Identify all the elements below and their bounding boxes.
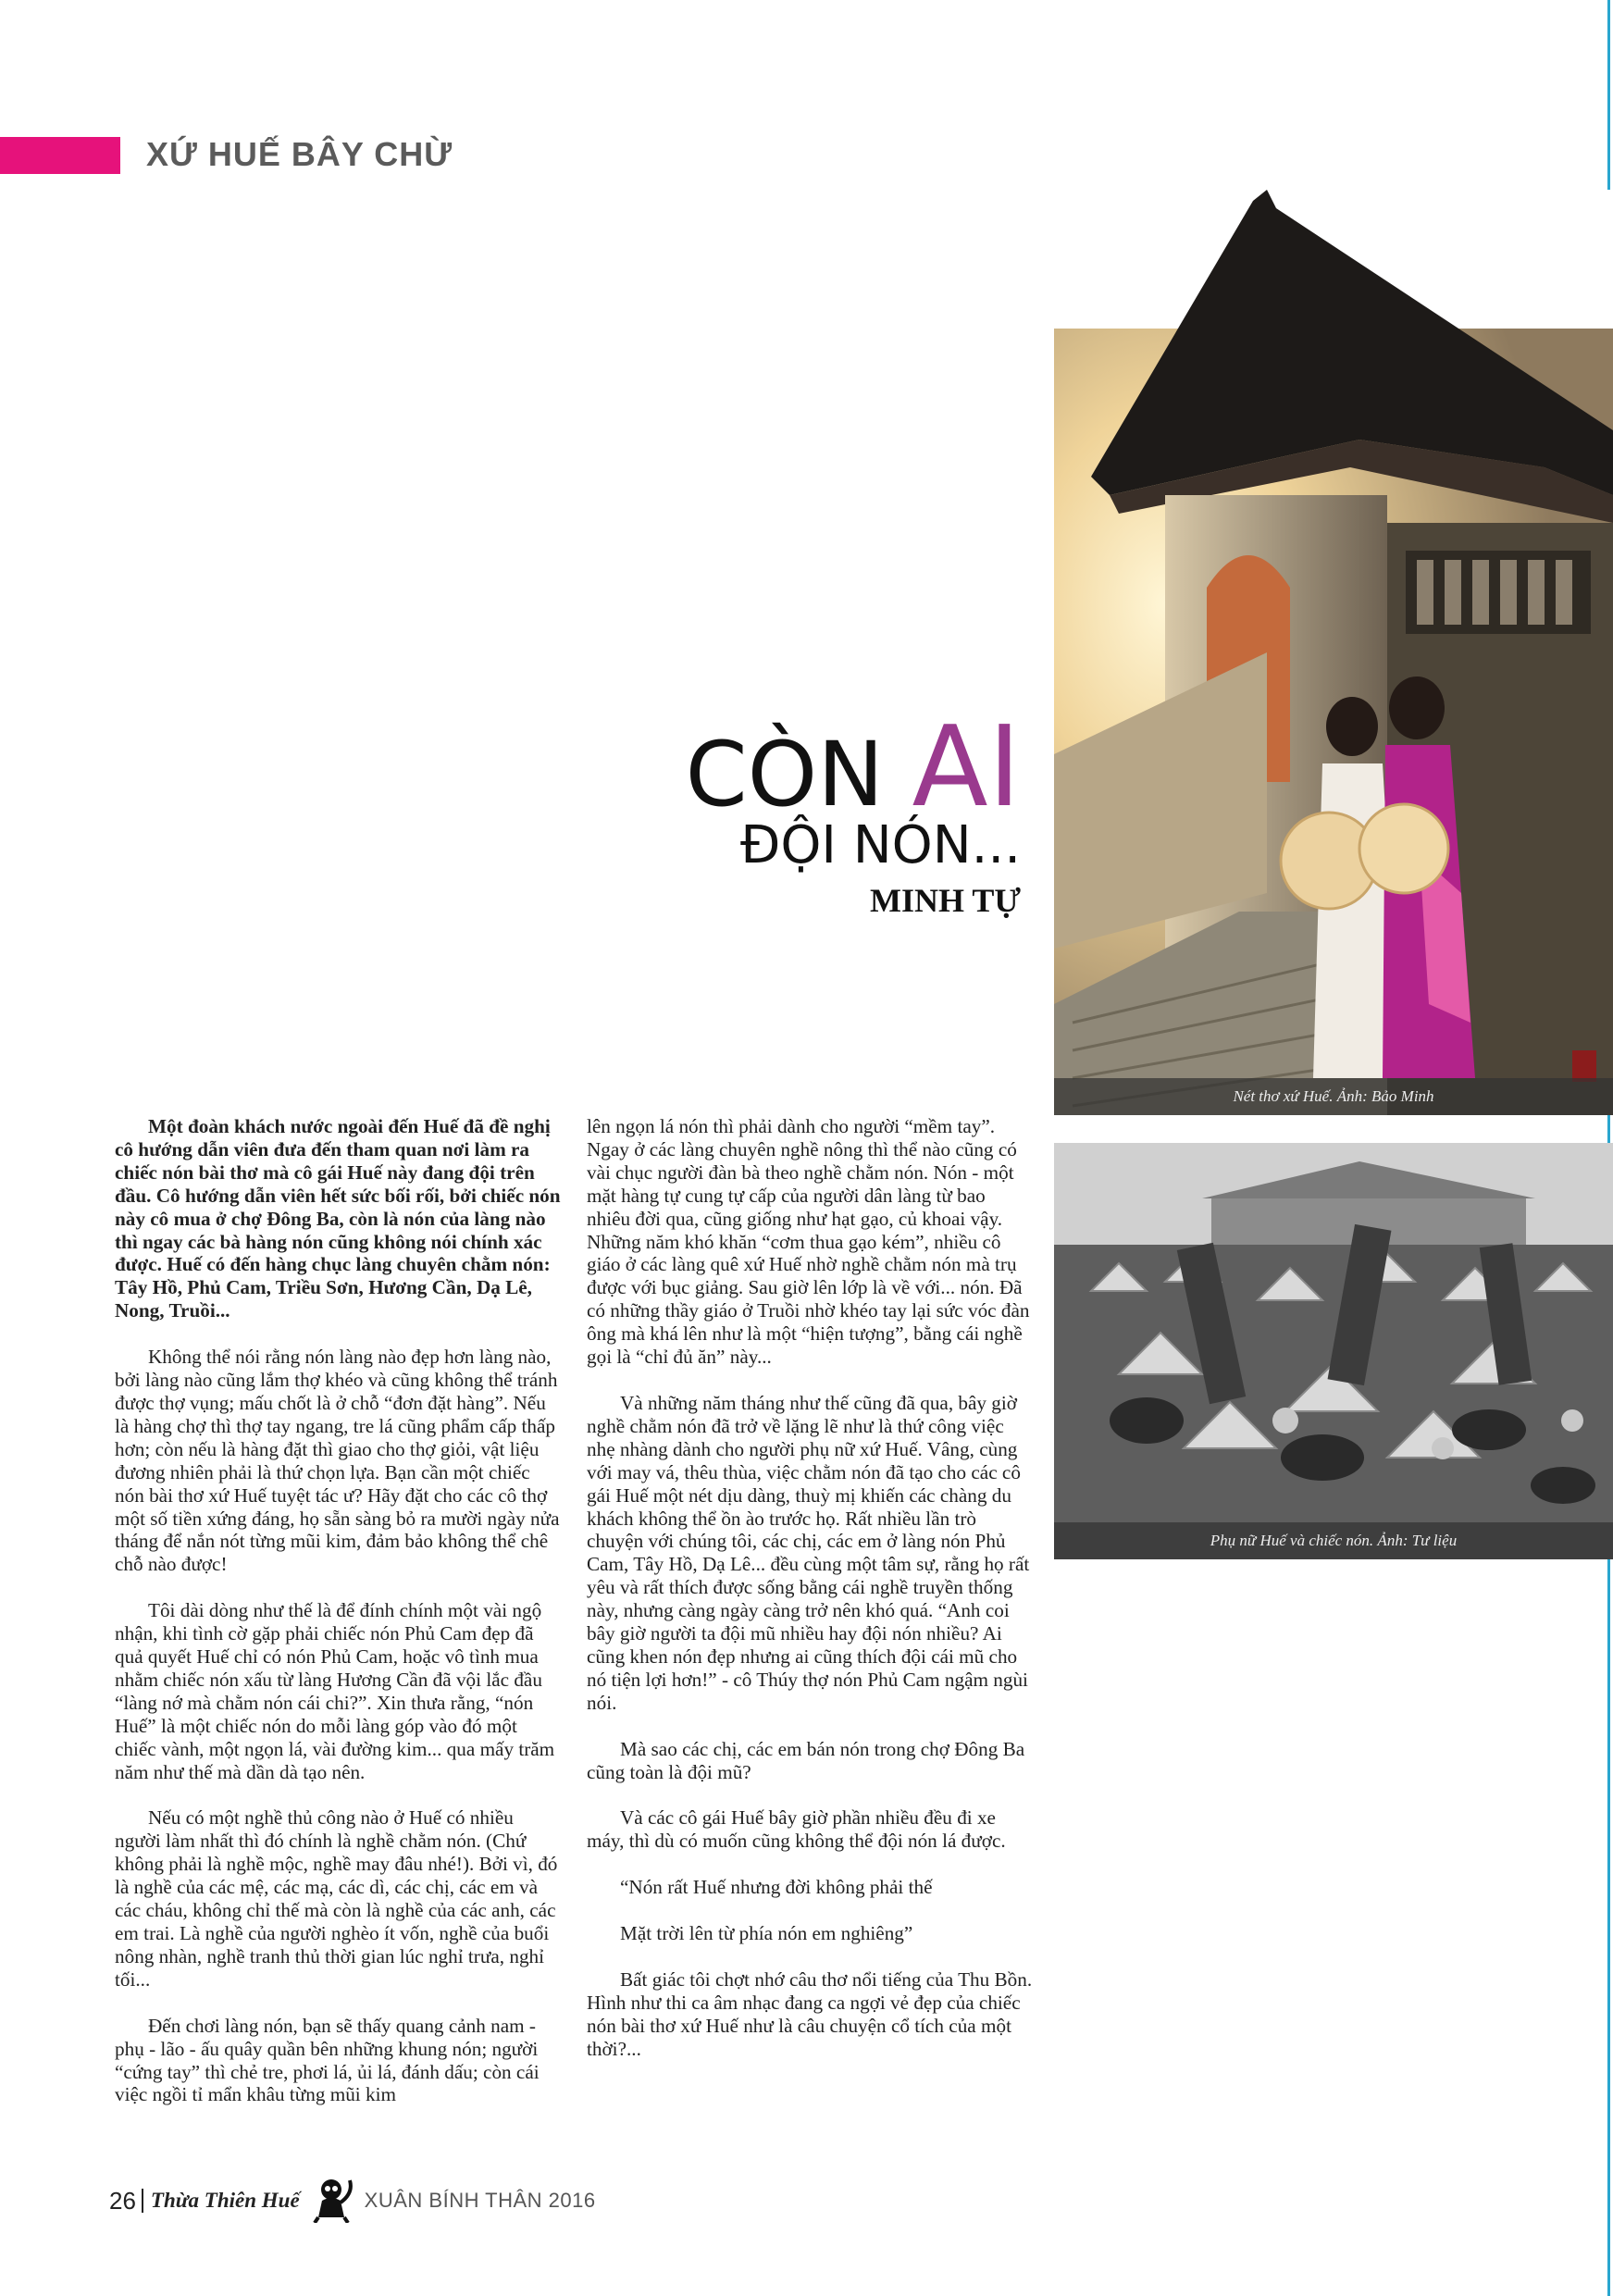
article-paragraph: lên ngọn lá nón thì phải dành cho người “mềm tay”. Ngay ở các làng chuyên nghề nông thì thể nào cũng có vài chục người đàn bà theo nghề chằm nón. Nón - một mặt hàng tự cung tự cấp của người dân làng từ bao nhiêu đời qua, cũng giống như hạt gạo, củ khoai vậy. Những năm khó khăn “cơm thua gạo kém”, nhiều cô giáo ở các làng quê xứ Huế nhờ nghề chằm nón mà trụ được với bục giảng. Sau giờ lên lớp là về với... nón. Đã có những thầy giáo ở Truồi nhờ khéo tay lại sức vóc đàn ông mà khá lên như là một “hiện tượng”, bằng cái nghề gọi là “chỉ đủ ăn” này... bbox=[587, 1115, 1030, 1369]
article-paragraph: Nếu có một nghề thủ công nào ở Huế có nhiều người làm nhất thì đó chính là nghề chằm nón. (Chứ không phải là nghề mộc, nghề may đâu nhé!). Bởi vì, đó là nghề của các mệ, các mạ, các dì, các chị, các em và các cháu, không chỉ thế mà còn là nghề của các anh, các em trai. Là nghề của người nghèo ít vốn, nghề của buổi nông nhàn, nghề tranh thủ thời gian lúc nghỉ trưa, nghỉ tối... bbox=[115, 1806, 558, 1991]
footer-divider bbox=[142, 2189, 143, 2213]
article-paragraph: Không thể nói rằng nón làng nào đẹp hơn làng nào, bởi làng nào cũng lắm thợ khéo và cũng không thể tránh được thợ vụng; mấu chốt là ở chỗ “đơn đặt hàng”. Nếu là hàng chợ thì thợ tay ngang, tre lá cũng phẩm cấp thấp hơn; còn nếu là hàng đặt thì giao cho thợ giỏi, vật liệu đương nhiên phải là thứ chọn lựa. Bạn cần một chiếc nón bài thơ xứ Huế tuyệt tác ư? Hãy đặt cho các cô thợ một số tiền xứng đáng, họ sẵn sàng bỏ ra mười ngày nửa tháng để nắn nót từng mũi kim, đảm bảo không thể chê chỗ nào được! bbox=[115, 1346, 560, 1576]
article-paragraph: Bất giác tôi chợt nhớ câu thơ nổi tiếng của Thu Bồn. Hình như thi ca âm nhạc đang ca ngợi vẻ đẹp của chiếc nón bài thơ xứ Huế như là câu chuyện cổ tích của một thời?... bbox=[587, 1968, 1033, 2060]
issue-name: XUÂN BÍNH THÂN 2016 bbox=[364, 2189, 596, 2212]
page-footer bbox=[109, 2173, 596, 2228]
title-accent: AI bbox=[912, 703, 1021, 832]
title-part1: CÒN bbox=[685, 723, 912, 826]
magazine-name: Thừa Thiên Huế bbox=[150, 2189, 300, 2212]
article-title-block bbox=[465, 703, 1021, 921]
monkey-logo-icon bbox=[313, 2175, 355, 2228]
article-paragraph: Mà sao các chị, các em bán nón trong chợ Đông Ba cũng toàn là đội mũ? bbox=[587, 1737, 1025, 1783]
photo-caption-top: Nét thơ xứ Huế. Ảnh: Bảo Minh bbox=[1054, 1078, 1613, 1115]
photo-gate-women-image bbox=[1054, 190, 1613, 1115]
article-paragraph: Và những năm tháng như thế cũng đã qua, bây giờ nghề chằm nón đã trở về lặng lẽ như là thứ công việc nhẹ nhàng dành cho người phụ nữ xứ Huế. Vâng, cùng với may vá, thêu thùa, việc chằm nón đã tạo cho các cô gái Huế một nét dịu dàng, thuỳ mị khiến các chàng du khách không thể ồn ào trước họ. Rất nhiều lần trò chuyện với chúng tôi, các chị, các em ở làng nón Phủ Cam, Tây Hồ, Dạ Lê... đều cùng một tâm sự, rằng họ rất yêu và rất thích được sống bằng cái nghề truyền thống này, nhưng càng ngày càng trở nên khó quá. “Anh coi bây giờ người ta đội mũ nhiều hay đội nón nhiều? Ai cũng khen nón đẹp nhưng ai cũng thích đội cái mũ cho nó tiện lợi hơn!” - cô Thúy thợ nón Phủ Cam ngậm ngùi nói. bbox=[587, 1391, 1030, 1714]
photo-gate-women bbox=[1054, 190, 1613, 1115]
article-title bbox=[465, 703, 1021, 832]
photo-caption-bottom: Phụ nữ Huế và chiếc nón. Ảnh: Tư liệu bbox=[1054, 1522, 1613, 1559]
article-paragraph: Và các cô gái Huế bây giờ phần nhiều đều đi xe máy, thì dù có muốn cũng không thể đội nón lá được. bbox=[587, 1806, 1006, 1853]
photo-market bbox=[1054, 1143, 1613, 1559]
photo-market-image bbox=[1054, 1143, 1613, 1559]
article-column-1 bbox=[115, 1115, 561, 2129]
article-column-2 bbox=[587, 1115, 1033, 2084]
article-paragraph: Đến chơi làng nón, bạn sẽ thấy quang cảnh nam - phụ - lão - ấu quây quần bên những khung nón; người “cứng tay” thì chẻ tre, phơi lá, ủi lá, đánh dấu; còn cái việc ngồi tỉ mẩn khâu từng mũi kim bbox=[115, 2014, 540, 2106]
article-paragraph: Tôi dài dòng như thế là để đính chính một vài ngộ nhận, khi tình cờ gặp phải chiếc nón Phủ Cam đẹp đã quả quyết Huế chỉ có nón Phủ Cam, hoặc vô tình mua nhằm chiếc nón xấu từ làng Hương Cần đã vội lắc đầu “làng nớ mà chằm nón cái chi?”. Xin thưa rằng, “nón Huế” là một chiếc nón do mỗi làng góp vào đó một chiếc vành, một ngọn lá, vài đường kim... qua mấy trăm năm như thế mà dần dà tạo nên. bbox=[115, 1599, 555, 1783]
article-lead-paragraph: Một đoàn khách nước ngoài đến Huế đã đề nghị cô hướng dẫn viên đưa đến tham quan nơi làm ra chiếc nón bài thơ mà cô gái Huế này đang đội trên đầu. Cô hướng dẫn viên hết sức bối rối, bởi chiếc nón này cô mua ở chợ Đông Ba, còn là nón của làng nào thì ngay các bà hàng nón cũng không nói chính xác được. Huế có đến hàng chục làng chuyên chằm nón: Tây Hồ, Phủ Cam, Triều Sơn, Hương Cần, Dạ Lê, Nong, Truồi... bbox=[115, 1115, 561, 1322]
section-color-bar bbox=[0, 137, 120, 174]
article-author: MINH TỰ bbox=[869, 882, 1021, 919]
page-number: 26 bbox=[109, 2186, 136, 2215]
article-title-line2: ĐỘI NÓN... bbox=[739, 815, 1021, 875]
poem-line: “Nón rất Huế nhưng đời không phải thế bbox=[620, 1876, 933, 1899]
section-label: XỨ HUẾ BÂY CHỪ bbox=[146, 135, 453, 173]
poem-line: Mặt trời lên từ phía nón em nghiêng” bbox=[620, 1922, 913, 1945]
